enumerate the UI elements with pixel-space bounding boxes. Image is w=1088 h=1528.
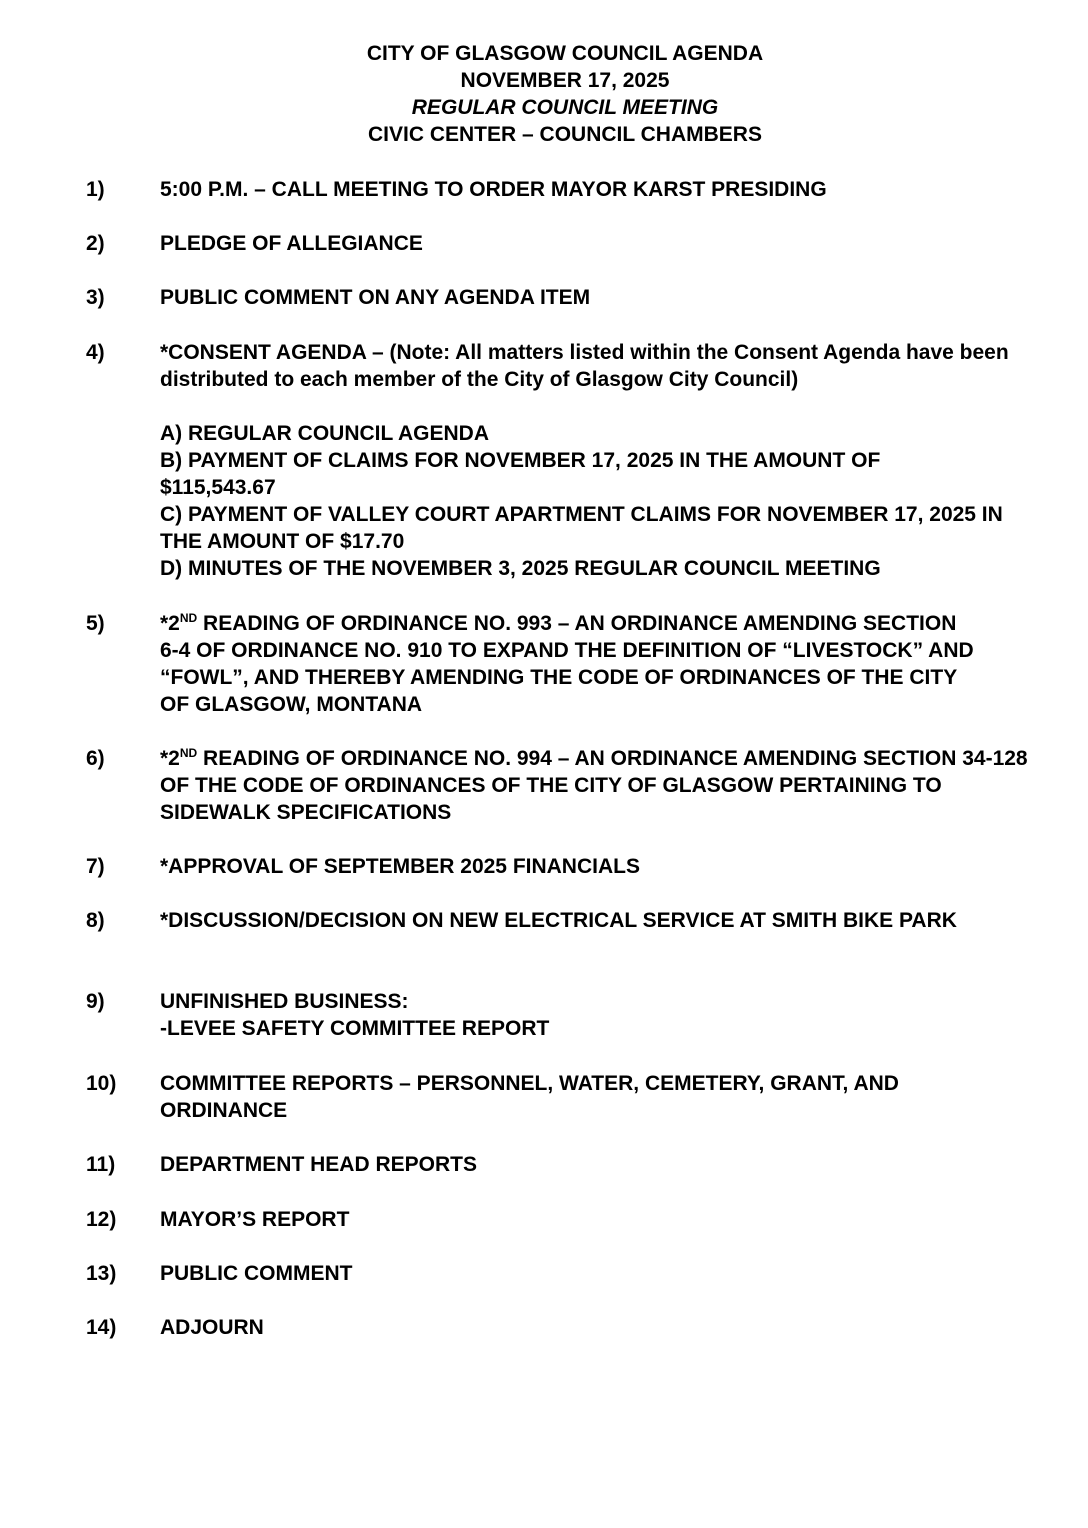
- item-text: UNFINISHED BUSINESS:: [160, 990, 409, 1013]
- item-number: 4): [86, 341, 105, 364]
- item-number: 2): [86, 232, 105, 255]
- agenda-item-9: [86, 988, 1066, 1042]
- title: CITY OF GLASGOW COUNCIL AGENDA: [366, 42, 764, 65]
- item-text: PUBLIC COMMENT: [160, 1262, 353, 1285]
- agenda-item-7: [86, 853, 1066, 880]
- item-text: *DISCUSSION/DECISION ON NEW ELECTRICAL SERVICE AT SMITH BIKE PARK: [160, 909, 957, 932]
- item-number: 7): [86, 855, 105, 878]
- agenda-item-12: [86, 1206, 1066, 1233]
- item-text: *APPROVAL OF SEPTEMBER 2025 FINANCIALS: [160, 855, 640, 878]
- item-subtext: -LEVEE SAFETY COMMITTEE REPORT: [160, 1017, 550, 1040]
- agenda-header: [0, 40, 1088, 148]
- consent-item-d: D) MINUTES OF THE NOVEMBER 3, 2025 REGULAR COUNCIL MEETING: [160, 557, 881, 580]
- meeting-location: CIVIC CENTER – COUNCIL CHAMBERS: [368, 123, 762, 146]
- item-text: MAYOR’S REPORT: [160, 1208, 350, 1231]
- item-number: 11): [86, 1153, 116, 1176]
- item-number: 14): [86, 1316, 117, 1339]
- consent-subitems: [160, 420, 1066, 582]
- item-text: DEPARTMENT HEAD REPORTS: [160, 1153, 477, 1176]
- agenda-item-13: [86, 1260, 1066, 1287]
- agenda-item-6: [86, 745, 1066, 826]
- meeting-type: REGULAR COUNCIL MEETING: [411, 96, 719, 119]
- item-number: 13): [86, 1262, 117, 1285]
- item-number: 3): [86, 286, 105, 309]
- consent-item-a: A) REGULAR COUNCIL AGENDA: [160, 422, 489, 445]
- item-text: COMMITTEE REPORTS – PERSONNEL, WATER, CEMETERY, GRANT, AND ORDINANCE: [160, 1072, 899, 1122]
- agenda-item-8: [86, 907, 1066, 934]
- agenda-item-5: [86, 610, 1066, 718]
- item-number: 1): [86, 178, 105, 201]
- consent-item-c: C) PAYMENT OF VALLEY COURT APARTMENT CLAIMS FOR NOVEMBER 17, 2025 IN THE AMOUNT OF $17.70: [160, 503, 1003, 553]
- item-number: 8): [86, 909, 105, 932]
- item-number: 9): [86, 990, 105, 1013]
- agenda-item-3: [86, 284, 1066, 311]
- item-text: *CONSENT AGENDA – (Note: All matters listed within the Consent Agenda have been distributed to each member of the City of Glasgow City Council): [160, 341, 1009, 391]
- consent-item-b: B) PAYMENT OF CLAIMS FOR NOVEMBER 17, 2025 IN THE AMOUNT OF $115,543.67: [160, 449, 881, 499]
- item-text: *2ND READING OF ORDINANCE NO. 994 – AN ORDINANCE AMENDING SECTION 34-128 OF THE CODE OF ORDINANCES OF THE CITY OF GLASGOW PERTAINING TO SIDEWALK SPECIFICATIONS: [160, 746, 1028, 824]
- item-number: 5): [86, 612, 105, 635]
- agenda-item-10: [86, 1070, 1066, 1124]
- item-text: 5:00 P.M. – CALL MEETING TO ORDER MAYOR KARST PRESIDING: [160, 178, 827, 201]
- agenda-item-14: [86, 1314, 1066, 1341]
- item-number: 6): [86, 747, 105, 770]
- item-number: 12): [86, 1208, 117, 1231]
- agenda-item-1: [86, 176, 1066, 203]
- agenda-item-4: [86, 339, 1066, 582]
- item-text: ADJOURN: [160, 1316, 264, 1339]
- item-text: PLEDGE OF ALLEGIANCE: [160, 232, 423, 255]
- meeting-date: NOVEMBER 17, 2025: [460, 69, 670, 92]
- agenda-item-11: [86, 1151, 1066, 1178]
- item-text: PUBLIC COMMENT ON ANY AGENDA ITEM: [160, 286, 591, 309]
- item-text: *2ND READING OF ORDINANCE NO. 993 – AN ORDINANCE AMENDING SECTION 6-4 OF ORDINANCE NO. 910 TO EXPAND THE DEFINITION OF “LIVESTOCK” AND “FOWL”, AND THEREBY AMENDING THE CODE OF ORDINANCES OF THE CITY OF GLASGOW, MONTANA: [160, 611, 974, 716]
- item-number: 10): [86, 1072, 117, 1095]
- agenda-item-2: [86, 230, 1066, 257]
